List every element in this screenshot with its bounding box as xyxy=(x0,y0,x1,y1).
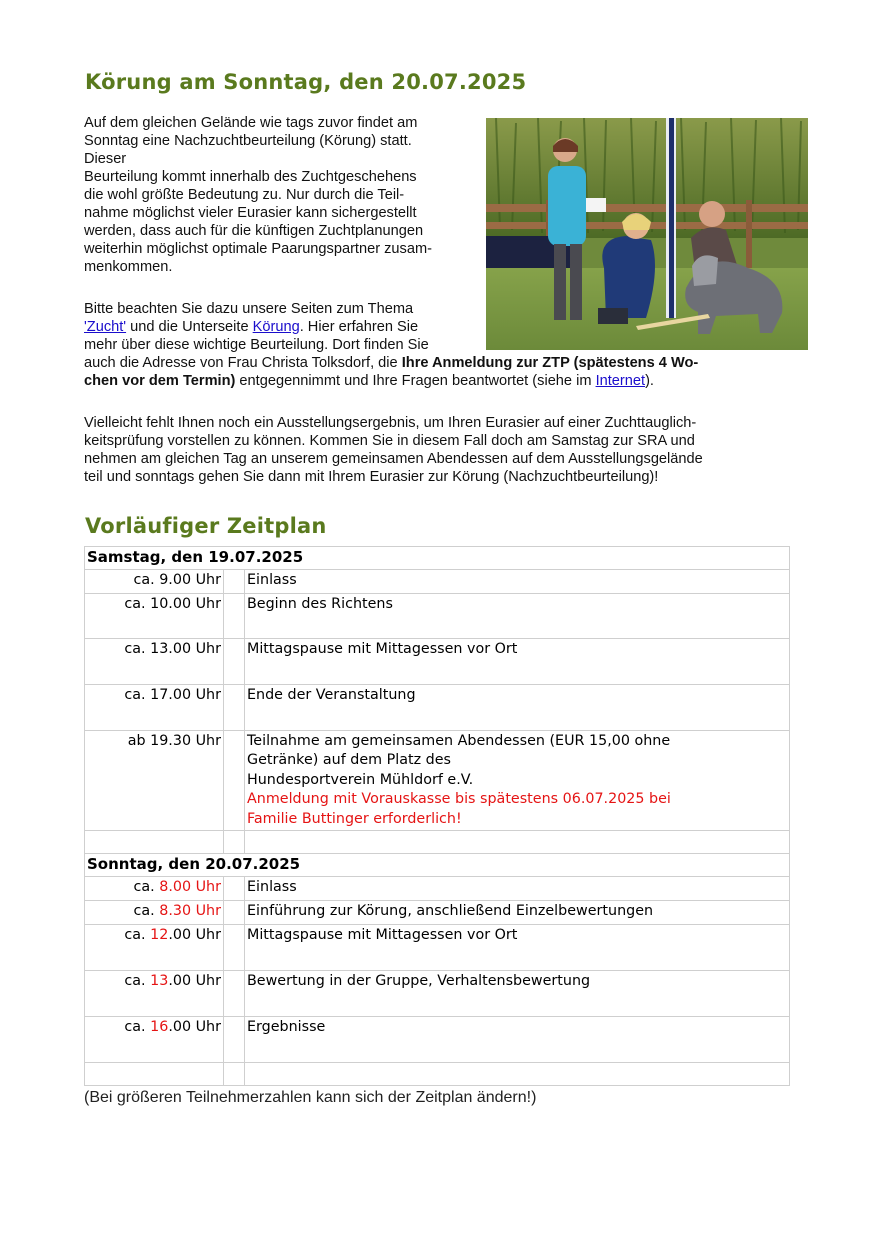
intro-line: werden, dass auch für die künftigen Zuchtplanungen xyxy=(84,223,424,239)
intro-line: die wohl größte Bedeutung zu. Nur durch die Teil- xyxy=(84,187,405,203)
info-line xyxy=(84,318,784,336)
info-text: . Hier erfahren Sie xyxy=(299,319,419,335)
koerung-link[interactable]: Körung xyxy=(252,319,300,335)
time-cell: ca. 12.00 Uhr xyxy=(85,924,224,970)
description-cell: Einlass xyxy=(245,569,790,593)
description-cell: Einführung zur Körung, anschließend Einzelbewertungen xyxy=(245,900,790,924)
exhibition-line: nehmen am gleichen Tag an unserem gemeinsamen Abendessen auf dem Ausstellungsgelände xyxy=(84,451,703,467)
intro-line: Auf dem gleichen Gelände wie tags zuvor findet am xyxy=(84,115,418,131)
info-text: ). xyxy=(645,373,654,389)
info-text: entgegennimmt und Ihre Fragen beantwortet (siehe im xyxy=(235,373,596,389)
empty-row xyxy=(85,831,790,854)
time-cell: ca. 8.00 Uhr xyxy=(85,876,224,900)
info-text: auch die Adresse von Frau Christa Tolksdorf, die xyxy=(84,355,402,371)
time-cell: ca. 10.00 Uhr xyxy=(85,593,224,638)
intro-line: Beurteilung kommt innerhalb des Zuchtgeschehens xyxy=(84,169,417,185)
internet-link[interactable]: Internet xyxy=(595,373,646,389)
intro-line: menkommen. xyxy=(84,259,173,275)
intro-line: Sonntag eine Nachzuchtbeurteilung (Körung) statt. xyxy=(84,133,412,149)
dinner-registration-note: Anmeldung mit Vorauskasse bis spätestens 06.07.2025 bei xyxy=(247,791,671,807)
description-cell: Ergebnisse xyxy=(245,1016,790,1062)
info-line: Bitte beachten Sie dazu unsere Seiten zum Thema xyxy=(84,301,414,317)
time-cell: ab 19.30 Uhr xyxy=(85,730,224,831)
time-highlight: 8.00 Uhr xyxy=(159,878,221,895)
time-highlight: 16 xyxy=(150,1018,169,1035)
dinner-description-cell xyxy=(245,730,790,831)
description-cell: Mittagspause mit Mittagessen vor Ort xyxy=(245,638,790,684)
description-cell: Ende der Veranstaltung xyxy=(245,684,790,730)
exhibition-line: Vielleicht fehlt Ihnen noch ein Ausstellungsergebnis, um Ihren Eurasier auf einer Zuchttauglich- xyxy=(84,415,697,431)
time-highlight: 8.30 Uhr xyxy=(159,902,221,919)
day-header-row xyxy=(85,854,790,877)
table-row xyxy=(85,593,790,638)
table-row xyxy=(85,638,790,684)
zucht-link[interactable]: 'Zucht' xyxy=(84,319,127,335)
saturday-header: Samstag, den 19.07.2025 xyxy=(85,547,790,570)
time-highlight: 12 xyxy=(150,926,169,943)
exhibition-paragraph xyxy=(84,414,804,486)
info-paragraph xyxy=(84,300,784,390)
description-cell: Beginn des Richtens xyxy=(245,593,790,638)
exhibition-line: keitsprüfung vorstellen zu können. Kommen Sie in diesem Fall doch am Samstag zur SRA und xyxy=(84,433,695,449)
intro-line: weiterhin möglichst optimale Paarungspartner zusam- xyxy=(84,241,432,257)
empty-row xyxy=(85,1062,790,1085)
dinner-line: Teilnahme am gemeinsamen Abendessen (EUR 15,00 ohne xyxy=(247,732,671,749)
page-title: Körung am Sonntag, den 20.07.2025 xyxy=(85,70,527,94)
intro-line: nahme möglichst vieler Eurasier kann sichergestellt xyxy=(84,205,417,221)
registration-bold: chen vor dem Termin) xyxy=(84,373,236,389)
exhibition-line: teil und sonntags gehen Sie dann mit Ihrem Eurasier zur Körung (Nachzuchtbeurteilung)! xyxy=(84,469,659,485)
table-row xyxy=(85,569,790,593)
intro-paragraph xyxy=(84,114,484,276)
dinner-registration-note: Familie Buttinger erforderlich! xyxy=(247,810,462,827)
registration-bold: Ihre Anmeldung zur ZTP (spätestens 4 Wo- xyxy=(401,355,699,371)
table-row xyxy=(85,1016,790,1062)
intro-line: Dieser xyxy=(84,151,127,167)
time-cell: ca. 16.00 Uhr xyxy=(85,1016,224,1062)
time-cell: ca. 13.00 Uhr xyxy=(85,970,224,1016)
day-header-row xyxy=(85,547,790,570)
time-cell: ca. 13.00 Uhr xyxy=(85,638,224,684)
schedule-table xyxy=(84,546,790,1086)
info-line xyxy=(84,354,784,372)
table-row xyxy=(85,900,790,924)
description-cell: Mittagspause mit Mittagessen vor Ort xyxy=(245,924,790,970)
table-row xyxy=(85,876,790,900)
dinner-line: Getränke) auf dem Platz des xyxy=(247,752,451,768)
dinner-line: Hundesportverein Mühldorf e.V. xyxy=(247,771,474,788)
table-row xyxy=(85,730,790,831)
time-highlight: 13 xyxy=(150,972,169,989)
info-text: und die Unterseite xyxy=(126,319,253,335)
time-cell: ca. 8.30 Uhr xyxy=(85,900,224,924)
time-cell: ca. 9.00 Uhr xyxy=(85,569,224,593)
schedule-note: (Bei größeren Teilnehmerzahlen kann sich der Zeitplan ändern!) xyxy=(84,1089,537,1106)
info-line xyxy=(84,372,784,390)
description-cell: Bewertung in der Gruppe, Verhaltensbewertung xyxy=(245,970,790,1016)
time-cell: ca. 17.00 Uhr xyxy=(85,684,224,730)
table-row xyxy=(85,924,790,970)
info-line: mehr über diese wichtige Beurteilung. Dort finden Sie xyxy=(84,337,429,353)
table-row xyxy=(85,970,790,1016)
description-cell: Einlass xyxy=(245,876,790,900)
schedule-title: Vorläufiger Zeitplan xyxy=(85,514,327,538)
table-row xyxy=(85,684,790,730)
sunday-header: Sonntag, den 20.07.2025 xyxy=(85,854,790,877)
